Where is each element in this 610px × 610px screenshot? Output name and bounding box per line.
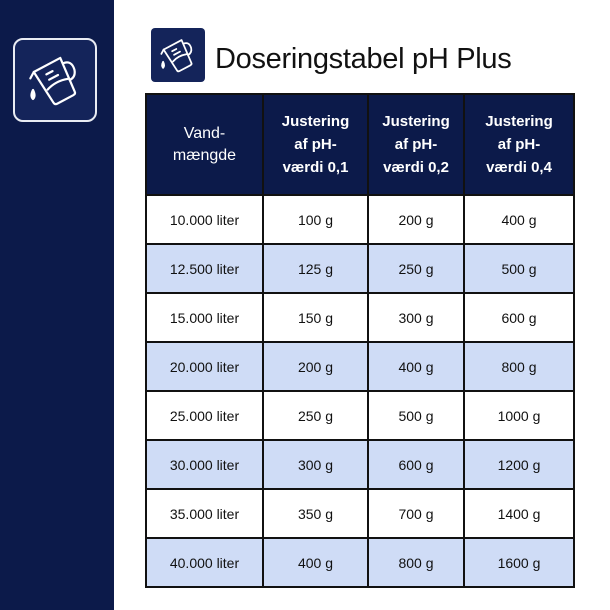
cell-volume: 12.500 liter [146, 244, 263, 293]
cell-dose-0-1: 200 g [263, 342, 368, 391]
cell-volume: 30.000 liter [146, 440, 263, 489]
header-text: værdi 0,4 [486, 159, 552, 176]
table-row [146, 342, 574, 391]
cell-dose-0-2: 400 g [368, 342, 464, 391]
cell-dose-0-2: 250 g [368, 244, 464, 293]
header-text: værdi 0,1 [282, 159, 349, 176]
header-text: af pH- [294, 136, 337, 153]
cell-dose-0-4: 600 g [464, 293, 574, 342]
header-text: Justering [281, 113, 350, 130]
header-text: af pH- [497, 136, 541, 153]
table-row [146, 244, 574, 293]
page-title: Doseringstabel pH Plus [215, 43, 512, 75]
cell-dose-0-2: 800 g [368, 538, 464, 587]
table-row [146, 293, 574, 342]
cell-dose-0-4: 1400 g [464, 489, 574, 538]
header-adjust-0-2 [368, 94, 464, 195]
header-adjust-0-1 [263, 94, 368, 195]
cell-dose-0-4: 800 g [464, 342, 574, 391]
table-header-row [146, 94, 574, 195]
header-text: af pH- [394, 136, 438, 153]
header-adjust-0-4 [464, 94, 574, 195]
cell-dose-0-1: 100 g [263, 195, 368, 244]
cell-volume: 25.000 liter [146, 391, 263, 440]
cell-dose-0-4: 500 g [464, 244, 574, 293]
cell-dose-0-4: 1000 g [464, 391, 574, 440]
cell-dose-0-1: 350 g [263, 489, 368, 538]
cell-dose-0-4: 1200 g [464, 440, 574, 489]
cell-volume: 10.000 liter [146, 195, 263, 244]
cell-dose-0-4: 400 g [464, 195, 574, 244]
dosing-table [145, 93, 575, 588]
header-text: Vand- [183, 124, 226, 142]
cell-dose-0-4: 1600 g [464, 538, 574, 587]
cell-dose-0-1: 150 g [263, 293, 368, 342]
cell-dose-0-1: 250 g [263, 391, 368, 440]
header-text: mængde [172, 146, 237, 164]
cell-volume: 20.000 liter [146, 342, 263, 391]
measuring-jug-icon [151, 28, 205, 82]
cell-volume: 40.000 liter [146, 538, 263, 587]
cell-dose-0-1: 400 g [263, 538, 368, 587]
table-row [146, 195, 574, 244]
cell-dose-0-2: 200 g [368, 195, 464, 244]
header-text: Justering [382, 113, 450, 130]
cell-dose-0-2: 500 g [368, 391, 464, 440]
cell-volume: 15.000 liter [146, 293, 263, 342]
table-row [146, 440, 574, 489]
sidebar [0, 0, 114, 610]
table-row [146, 391, 574, 440]
table-row [146, 489, 574, 538]
cell-dose-0-2: 300 g [368, 293, 464, 342]
cell-dose-0-2: 600 g [368, 440, 464, 489]
header-text: værdi 0,2 [383, 159, 449, 176]
cell-dose-0-1: 125 g [263, 244, 368, 293]
cell-volume: 35.000 liter [146, 489, 263, 538]
cell-dose-0-1: 300 g [263, 440, 368, 489]
cell-dose-0-2: 700 g [368, 489, 464, 538]
header-water-volume [146, 94, 263, 195]
measuring-jug-icon [13, 38, 97, 122]
header-text: Justering [485, 113, 553, 130]
table-row [146, 538, 574, 587]
